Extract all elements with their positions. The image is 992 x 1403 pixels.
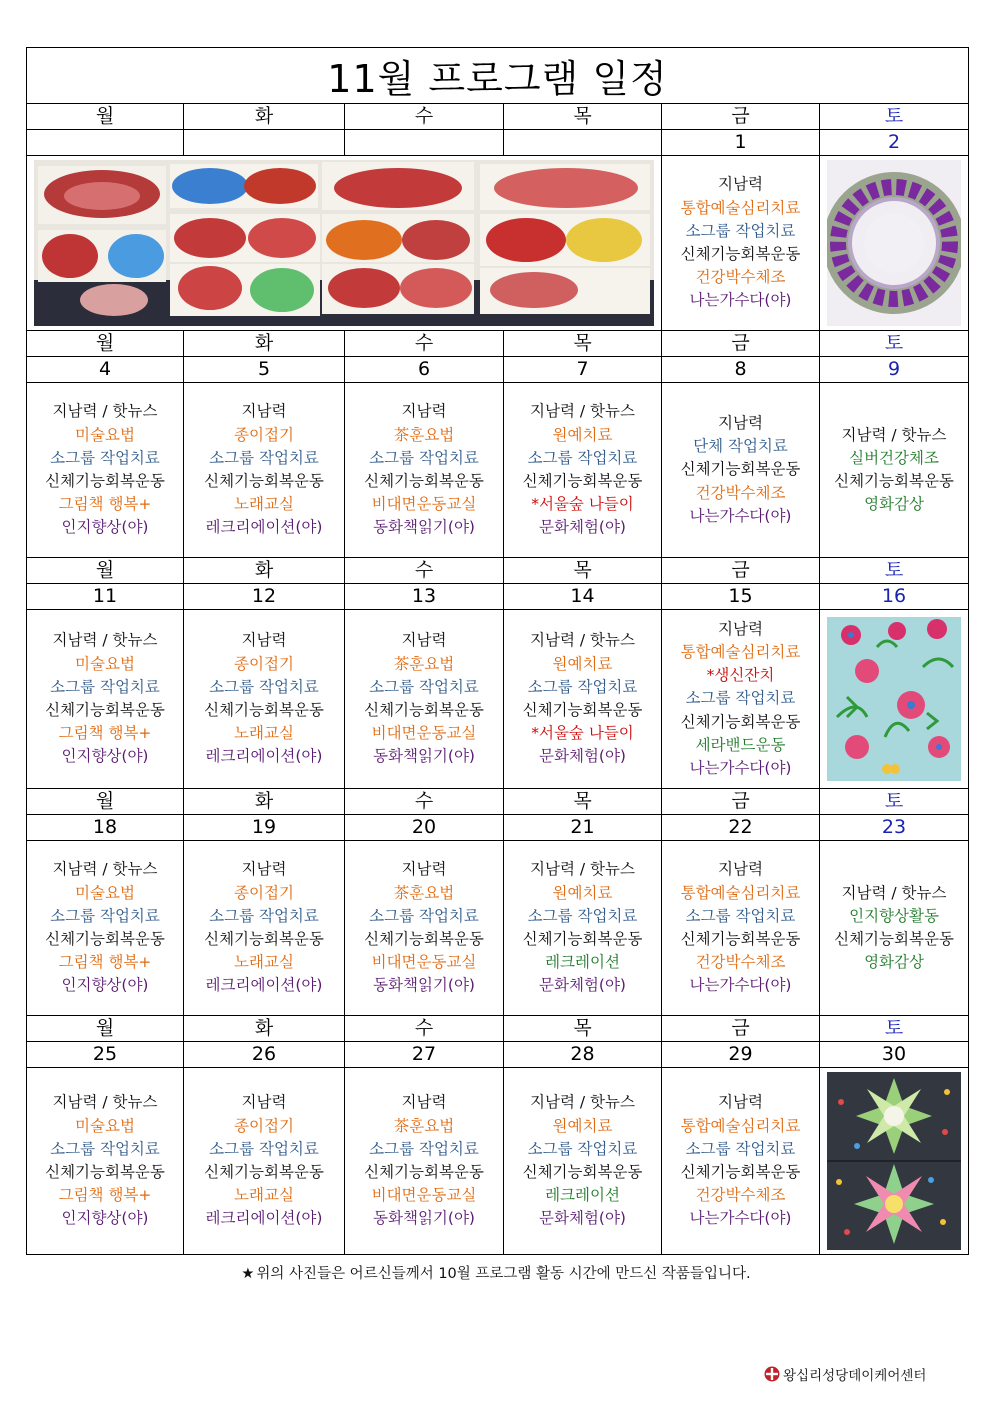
weekday-sat: 토 — [820, 1016, 969, 1042]
activity-item: 통합예술심리치료 — [680, 1116, 801, 1135]
date-cell: 1 — [662, 130, 820, 156]
activity-item: 그림책 행복+ — [58, 724, 152, 743]
activity-item: 지남력 / 핫뉴스 — [841, 425, 947, 444]
page-title: 11월 프로그램 일정 — [27, 48, 969, 104]
activity-item: 원예치료 — [552, 1116, 613, 1135]
activity-item: 소그룹 작업치료 — [209, 677, 319, 696]
center-name: 왕십리성당데이케어센터 — [783, 1368, 927, 1384]
weekday-header-row — [27, 789, 969, 815]
activity-item: 인지향상활동 — [849, 906, 939, 925]
activity-item: 소그룹 작업치료 — [50, 1139, 160, 1158]
weekday-fri: 금 — [662, 558, 820, 584]
activity-item: 지남력 / 핫뉴스 — [530, 402, 635, 421]
activity-item: 나는가수다(야) — [689, 506, 792, 525]
weekday-thu: 목 — [504, 331, 662, 357]
activity-item: 영화감상 — [864, 495, 924, 514]
activity-row — [27, 841, 969, 1016]
weekday-header-row — [27, 331, 969, 357]
date-cell: 15 — [662, 584, 820, 610]
date-cell: 30 — [820, 1042, 969, 1068]
activity-item: 신체기능회복운동 — [680, 712, 801, 731]
date-row — [27, 815, 969, 841]
activity-item: 인지향상(야) — [61, 1209, 149, 1228]
activity-cell — [820, 841, 969, 1016]
activity-item: 미술요법 — [75, 883, 135, 902]
activity-item: 소그룹 작업치료 — [369, 906, 479, 925]
date-cell — [504, 130, 662, 156]
activity-item: 비대면운동교실 — [371, 724, 477, 743]
activity-item: 소그룹 작업치료 — [685, 906, 796, 925]
center-logo — [764, 1364, 926, 1384]
weekday-wed: 수 — [345, 331, 504, 357]
activity-item: 소그룹 작업치료 — [527, 677, 638, 696]
weekday-thu: 목 — [504, 1016, 662, 1042]
activity-item: 지남력 — [718, 175, 763, 194]
date-cell: 12 — [184, 584, 345, 610]
activity-item: 종이접기 — [234, 883, 294, 902]
weekday-sat: 토 — [820, 789, 969, 815]
activity-cell — [27, 610, 184, 789]
activity-item: 지남력 — [718, 1093, 763, 1112]
activity-item: 인지향상(야) — [61, 518, 149, 537]
activity-item: 동화책읽기(야) — [373, 747, 475, 766]
activity-item: 나는가수다(야) — [689, 976, 792, 995]
weekday-fri: 금 — [662, 789, 820, 815]
activity-cell — [504, 841, 662, 1016]
activity-cell — [184, 1068, 345, 1255]
activity-item: 신체기능회복운동 — [45, 701, 165, 719]
date-cell: 27 — [345, 1042, 504, 1068]
activity-item: 미술요법 — [75, 1116, 135, 1135]
activity-item: 건강박수체조 — [695, 268, 786, 287]
weekday-fri: 금 — [662, 1016, 820, 1042]
paper-mandala-photo — [820, 1068, 969, 1255]
activity-row — [27, 383, 969, 558]
date-cell: 9 — [820, 357, 969, 383]
activity-item: 신체기능회복운동 — [680, 930, 801, 948]
activity-item: 지남력 — [401, 860, 447, 879]
activity-item: 세라밴드운동 — [695, 735, 786, 754]
activity-item: 지남력 / 핫뉴스 — [841, 883, 947, 902]
activity-item: 소그룹 작업치료 — [369, 448, 479, 467]
activity-item: 신체기능회복운동 — [364, 930, 484, 948]
activity-item: 茶훈요법 — [393, 883, 455, 902]
activity-item: 지남력 / 핫뉴스 — [52, 631, 158, 650]
activity-item: 소그룹 작업치료 — [685, 221, 796, 240]
date-cell: 13 — [345, 584, 504, 610]
date-cell — [184, 130, 345, 156]
date-cell: 19 — [184, 815, 345, 841]
activity-item: 그림책 행복+ — [58, 1186, 152, 1205]
activity-row — [27, 156, 969, 331]
pomegranate-drawings-photo — [27, 156, 662, 331]
activity-cell — [504, 383, 662, 558]
activity-item: 소그룹 작업치료 — [209, 906, 319, 925]
schedule-table — [26, 47, 969, 1255]
paper-flowers-image — [827, 617, 961, 781]
activity-item: 레크리에이션(야) — [205, 747, 323, 766]
activity-item: 茶훈요법 — [393, 654, 455, 673]
activity-item: 소그룹 작업치료 — [369, 1139, 479, 1158]
date-cell: 7 — [504, 357, 662, 383]
activity-item: 건강박수체조 — [695, 953, 786, 972]
activity-cell — [184, 841, 345, 1016]
weekday-thu: 목 — [504, 558, 662, 584]
activity-item: 신체기능회복운동 — [204, 1163, 324, 1181]
activity-cell — [184, 610, 345, 789]
activity-item: 지남력 — [241, 402, 287, 421]
weekday-wed: 수 — [345, 789, 504, 815]
weekday-tue: 화 — [184, 104, 345, 130]
activity-item: 동화책읽기(야) — [373, 518, 475, 537]
activity-item: 소그룹 작업치료 — [50, 906, 160, 925]
activity-item: 신체기능회복운동 — [45, 472, 165, 490]
weekday-sat: 토 — [820, 104, 969, 130]
activity-item: 비대면운동교실 — [371, 1186, 477, 1205]
activity-cell — [345, 383, 504, 558]
activity-item: *서울숲 나들이 — [531, 724, 634, 743]
date-cell: 11 — [27, 584, 184, 610]
activity-item: 통합예술심리치료 — [680, 642, 801, 661]
activity-cell — [27, 383, 184, 558]
weekday-sat: 토 — [820, 331, 969, 357]
activity-item: 소그룹 작업치료 — [527, 1139, 638, 1158]
activity-cell — [504, 610, 662, 789]
date-row — [27, 357, 969, 383]
activity-item: 신체기능회복운동 — [45, 930, 165, 948]
activity-item: 노래교실 — [234, 495, 294, 514]
activity-item: 소그룹 작업치료 — [685, 689, 796, 708]
activity-item: 인지향상(야) — [61, 976, 149, 995]
activity-item: 신체기능회복운동 — [522, 930, 643, 948]
activity-item: 지남력 / 핫뉴스 — [52, 1093, 158, 1112]
activity-item: 신체기능회복운동 — [834, 472, 954, 490]
activity-item: 통합예술심리치료 — [680, 883, 801, 902]
activity-item: 종이접기 — [234, 425, 294, 444]
activity-item: 영화감상 — [864, 953, 924, 972]
activity-cell — [820, 383, 969, 558]
activity-item: 나는가수다(야) — [689, 759, 792, 777]
activity-item: 지남력 — [718, 619, 763, 638]
date-cell: 20 — [345, 815, 504, 841]
activity-item: 茶훈요법 — [393, 1116, 455, 1135]
activity-item: 茶훈요법 — [393, 425, 455, 444]
activity-item: 원예치료 — [552, 883, 613, 902]
photo-footnote — [0, 1262, 992, 1283]
activity-item: 신체기능회복운동 — [204, 701, 324, 719]
wreath-image — [827, 160, 961, 326]
activity-item: 소그룹 작업치료 — [527, 906, 638, 925]
activity-item: 신체기능회복운동 — [204, 472, 324, 490]
activity-item: 그림책 행복+ — [58, 953, 152, 972]
date-cell — [27, 130, 184, 156]
paper-mandala-image — [827, 1072, 961, 1250]
activity-item: 소그룹 작업치료 — [209, 448, 319, 467]
activity-item: 지남력 / 핫뉴스 — [52, 402, 158, 421]
activity-item: 신체기능회복운동 — [522, 1163, 643, 1181]
weekday-mon: 월 — [27, 331, 184, 357]
activity-item: 동화책읽기(야) — [373, 1209, 475, 1228]
activity-item: 소그룹 작업치료 — [527, 448, 638, 467]
activity-item: 지남력 — [241, 1093, 287, 1112]
activity-item: 지남력 / 핫뉴스 — [530, 860, 635, 879]
activity-item: 소그룹 작업치료 — [50, 448, 160, 467]
activity-row — [27, 1068, 969, 1255]
weekday-header-row — [27, 1016, 969, 1042]
activity-item: 문화체험(야) — [539, 976, 626, 995]
activity-item: 나는가수다(야) — [689, 291, 792, 310]
cross-logo-icon — [764, 1366, 780, 1382]
activity-item: 동화책읽기(야) — [373, 976, 475, 995]
date-cell: 23 — [820, 815, 969, 841]
activity-item: 레크레이션 — [545, 1186, 620, 1205]
weekday-mon: 월 — [27, 789, 184, 815]
date-cell: 4 — [27, 357, 184, 383]
activity-item: 지남력 / 핫뉴스 — [52, 860, 158, 879]
activity-item: 단체 작업치료 — [693, 437, 788, 456]
activity-item: 신체기능회복운동 — [680, 245, 801, 263]
date-cell: 21 — [504, 815, 662, 841]
date-cell: 5 — [184, 357, 345, 383]
date-cell: 16 — [820, 584, 969, 610]
activity-cell — [345, 1068, 504, 1255]
activity-item: 비대면운동교실 — [371, 495, 477, 514]
activity-item: 문화체험(야) — [539, 518, 626, 537]
activity-item: 신체기능회복운동 — [680, 460, 801, 479]
activity-cell — [662, 841, 820, 1016]
activity-row — [27, 610, 969, 789]
activity-item: 레크리에이션(야) — [205, 518, 323, 537]
activity-item: 신체기능회복운동 — [364, 472, 484, 490]
activity-item: 신체기능회복운동 — [680, 1163, 801, 1181]
activity-item: 신체기능회복운동 — [45, 1163, 165, 1181]
activity-item: 노래교실 — [234, 1186, 294, 1205]
activity-item: 노래교실 — [234, 724, 294, 743]
activity-cell — [662, 1068, 820, 1255]
paper-flowers-photo — [820, 610, 969, 789]
activity-item: 미술요법 — [75, 654, 135, 673]
activity-item: 미술요법 — [75, 425, 135, 444]
weekday-header-row — [27, 104, 969, 130]
weekday-thu: 목 — [504, 789, 662, 815]
weekday-fri: 금 — [662, 104, 820, 130]
date-row — [27, 130, 969, 156]
activity-item: 지남력 — [718, 860, 763, 879]
date-cell: 18 — [27, 815, 184, 841]
activity-item: 신체기능회복운동 — [364, 1163, 484, 1181]
activity-item: 신체기능회복운동 — [834, 930, 954, 948]
activity-item: 신체기능회복운동 — [522, 472, 643, 490]
activity-item: 지남력 — [241, 631, 287, 650]
activity-item: 신체기능회복운동 — [204, 930, 324, 948]
weekday-wed: 수 — [345, 104, 504, 130]
activity-item: 비대면운동교실 — [371, 953, 477, 972]
activity-item: 건강박수체조 — [695, 1186, 786, 1205]
date-cell: 29 — [662, 1042, 820, 1068]
activity-item: 지남력 — [401, 631, 447, 650]
activity-item: 신체기능회복운동 — [522, 701, 643, 719]
activity-cell — [662, 610, 820, 789]
calendar-sheet — [26, 47, 968, 1255]
activity-item: 노래교실 — [234, 953, 294, 972]
pomegranate-drawings-image — [34, 160, 654, 326]
activity-item: 건강박수체조 — [695, 483, 786, 502]
activity-item: 지남력 — [718, 413, 763, 432]
date-cell: 2 — [820, 130, 969, 156]
activity-item: 지남력 — [401, 1093, 447, 1112]
activity-item: *서울숲 나들이 — [531, 495, 634, 514]
activity-item: 레크리에이션(야) — [205, 976, 323, 995]
activity-item: 나는가수다(야) — [689, 1209, 792, 1228]
activity-cell-fri-1 — [662, 156, 820, 331]
date-cell: 26 — [184, 1042, 345, 1068]
date-row — [27, 1042, 969, 1068]
footnote-text: 위의 사진들은 어르신들께서 10월 프로그램 활동 시간에 만드신 작품들입니다. — [256, 1266, 751, 1282]
activity-item: 원예치료 — [552, 654, 613, 673]
date-row — [27, 584, 969, 610]
weekday-mon: 월 — [27, 1016, 184, 1042]
activity-cell — [504, 1068, 662, 1255]
weekday-wed: 수 — [345, 1016, 504, 1042]
date-cell: 6 — [345, 357, 504, 383]
activity-item: 소그룹 작업치료 — [50, 677, 160, 696]
activity-item: 레크리에이션(야) — [205, 1209, 323, 1228]
activity-item: 인지향상(야) — [61, 747, 149, 766]
date-cell — [345, 130, 504, 156]
weekday-mon: 월 — [27, 558, 184, 584]
weekday-sat: 토 — [820, 558, 969, 584]
activity-item: 문화체험(야) — [539, 747, 626, 766]
activity-item: 신체기능회복운동 — [364, 701, 484, 719]
weekday-tue: 화 — [184, 1016, 345, 1042]
activity-item: 문화체험(야) — [539, 1209, 626, 1228]
activity-item: 그림책 행복+ — [58, 495, 152, 514]
activity-item: 지남력 — [401, 402, 447, 421]
weekday-header-row — [27, 558, 969, 584]
activity-item: 소그룹 작업치료 — [685, 1139, 796, 1158]
date-cell: 28 — [504, 1042, 662, 1068]
weekday-tue: 화 — [184, 331, 345, 357]
activity-item: 지남력 / 핫뉴스 — [530, 631, 635, 650]
activity-item: 원예치료 — [552, 425, 613, 444]
activity-cell — [27, 1068, 184, 1255]
weekday-fri: 금 — [662, 331, 820, 357]
activity-item: *생신잔치 — [706, 666, 775, 685]
activity-cell — [345, 610, 504, 789]
activity-cell — [184, 383, 345, 558]
activity-item: 통합예술심리치료 — [680, 198, 801, 217]
weekday-thu: 목 — [504, 104, 662, 130]
wreath-photo — [820, 156, 969, 331]
date-cell: 14 — [504, 584, 662, 610]
activity-cell — [345, 841, 504, 1016]
weekday-wed: 수 — [345, 558, 504, 584]
weekday-tue: 화 — [184, 789, 345, 815]
activity-item: 지남력 / 핫뉴스 — [530, 1093, 635, 1112]
date-cell: 8 — [662, 357, 820, 383]
activity-cell — [27, 841, 184, 1016]
activity-cell — [662, 383, 820, 558]
activity-item: 소그룹 작업치료 — [209, 1139, 319, 1158]
activity-item: 실버건강체조 — [849, 448, 939, 467]
activity-item: 지남력 — [241, 860, 287, 879]
weekday-tue: 화 — [184, 558, 345, 584]
star-icon: ★ — [241, 1266, 255, 1282]
weekday-mon: 월 — [27, 104, 184, 130]
date-cell: 25 — [27, 1042, 184, 1068]
activity-item: 레크레이션 — [545, 953, 620, 972]
activity-item: 소그룹 작업치료 — [369, 677, 479, 696]
date-cell: 22 — [662, 815, 820, 841]
activity-item: 종이접기 — [234, 1116, 294, 1135]
activity-item: 종이접기 — [234, 654, 294, 673]
